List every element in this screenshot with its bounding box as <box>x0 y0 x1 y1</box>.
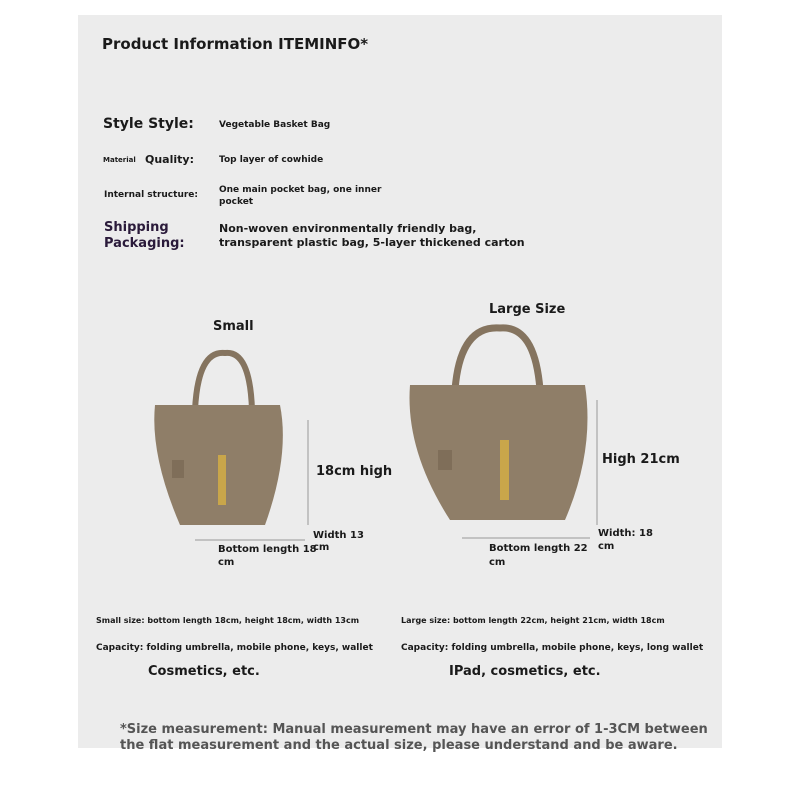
structure-value-2: pocket <box>219 197 254 207</box>
small-title: Small <box>213 319 254 334</box>
style-value: Vegetable Basket Bag <box>219 120 331 130</box>
material-small-label: Material <box>103 156 136 164</box>
structure-label: Internal structure: <box>104 190 198 200</box>
material-label: Quality: <box>145 153 194 166</box>
large-capacity-extra: IPad, cosmetics, etc. <box>449 664 601 679</box>
small-bottom-unit: cm <box>218 557 235 568</box>
large-title: Large Size <box>489 302 566 317</box>
large-capacity: Capacity: folding umbrella, mobile phone, keys, long wallet <box>401 643 704 653</box>
shipping-value-2: transparent plastic bag, 5-layer thickened carton <box>219 236 525 249</box>
size-measurement-note: *Size measurement: Manual measurement may have an error of 1-3CM between the flat measurement and the actual size, please understand and be aware. <box>120 722 708 753</box>
small-capacity: Capacity: folding umbrella, mobile phone, keys, wallet <box>96 643 373 653</box>
large-height: High 21cm <box>602 452 680 467</box>
style-label: Style Style: <box>103 116 194 132</box>
shipping-label-2: Packaging: <box>104 236 185 251</box>
structure-value-1: One main pocket bag, one inner <box>219 185 382 195</box>
small-width: Width 13 <box>313 530 364 541</box>
page-title: Product Information ITEMINFO* <box>102 35 369 53</box>
shipping-value-1: Non-woven environmentally friendly bag, <box>219 222 477 235</box>
small-bottom: Bottom length 18 <box>218 544 317 555</box>
large-size-summary: Large size: bottom length 22cm, height 21cm, width 18cm <box>401 616 665 625</box>
large-width-unit: cm <box>598 541 615 552</box>
small-width-unit: cm <box>313 542 330 553</box>
small-size-summary: Small size: bottom length 18cm, height 18cm, width 13cm <box>96 616 360 625</box>
shipping-label-1: Shipping <box>104 220 169 235</box>
large-width: Width: 18 <box>598 528 653 539</box>
small-height: 18cm high <box>316 464 393 479</box>
large-bag-image <box>400 320 605 545</box>
large-bottom-unit: cm <box>489 557 506 568</box>
small-capacity-extra: Cosmetics, etc. <box>148 664 260 679</box>
material-value: Top layer of cowhide <box>219 155 324 165</box>
large-bottom: Bottom length 22 <box>489 543 588 554</box>
small-bag-image <box>140 345 320 545</box>
